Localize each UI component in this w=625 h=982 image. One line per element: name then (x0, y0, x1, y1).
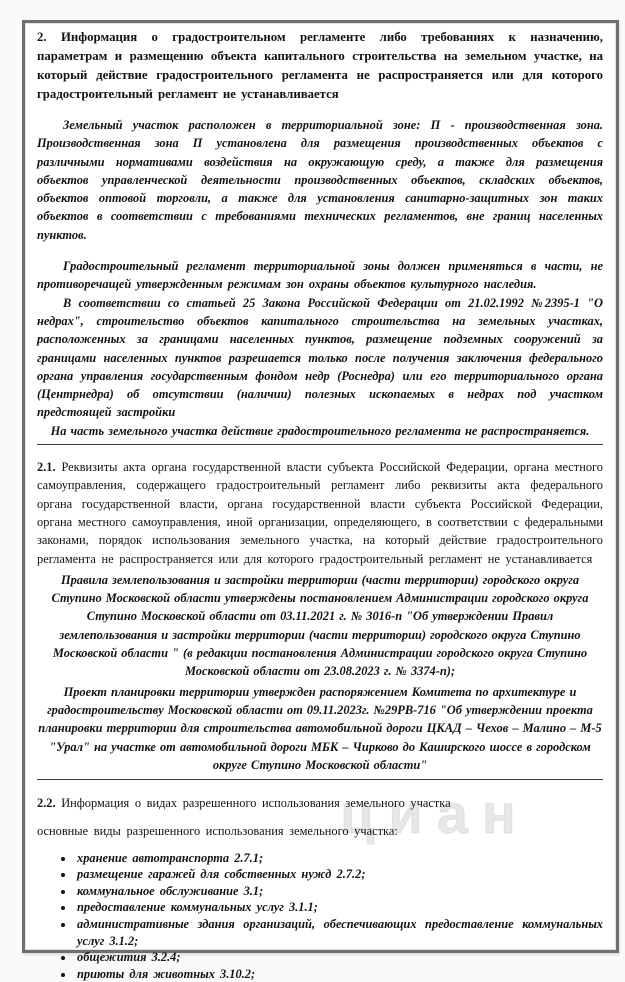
permitted-use-item: • административные здания организаций, обеспечивающих предоставление коммунальных услуг 3.1.2; (75, 916, 603, 949)
cian-watermark: циан (340, 782, 530, 845)
cultural-heritage-paragraph: Градостроительный регламент территориальной зоны должен применяться в части, не противоречащей утвержденным режимам зон охраны объектов культурного наследия. (37, 259, 603, 292)
section-2-heading: 2. Информация о градостроительном регламенте либо требованиях к назначению, параметрам и размещению объекта капитального строительства на земельном участке, на который действие градостроительного регламента не распространяется или для которого градостроительный регламент не устанавливается (37, 30, 603, 101)
section-2-2-number: 2.2. (37, 796, 56, 811)
land-use-rules-act: Правила землепользования и застройки территории (части территории) городского округа Ступино Московской области утверждены постановлением Администрации городского округа Ступино Московской области от 03.11.2021 г. № 3016-п "Об утверждении Правил землепользования и застройки территории (части территории) городского округа Ступино Московской области " (в редакции постановления Администрации городского округа Ступино Московской области от 23.08.2023 г. № 3374-п); (51, 572, 589, 679)
section-2-1-number: 2.1. (37, 460, 56, 475)
permitted-use-item: • приюты для животных 3.10.2; (75, 966, 603, 982)
section-2-1-text: Реквизиты акта органа государственной власти субъекта Российской Федерации, органа местного самоуправления, содержащего градостроительный регламент либо реквизиты акта федерального органа государственной власти, органа государственной власти субъекта Российской Федерации, органа местного самоуправления, иной организации, определяющего, в соответствии с федеральными законами, порядок использования земельного участка, на который действие градостроительного регламента не распространяется или для которого градостроительный регламент не устанавливается (37, 460, 603, 566)
permitted-use-item: • предоставление коммунальных услуг 3.1.1; (75, 899, 603, 916)
permitted-use-subtitle: основные виды разрешенного использования земельного участка: (37, 824, 398, 839)
regulation-not-applied-note: На часть земельного участка действие градостроительного регламента не распространяется. (50, 423, 590, 438)
section-2-2-title-text: Информация о видах разрешенного использования земельного участка (61, 796, 451, 811)
page-content (37, 28, 603, 982)
territorial-zone-paragraph: Земельный участок расположен в территориальной зоне: П - производственная зона. Производственная зона П установлена для размещения производственных объектов с различными нормативами воздействия на окружающую среду, а также для размещения объектов управленческой деятельности производственных объектов, складских объектов, объектов оптовой торговли, а также для установления санитарно-защитных зон таких объектов в соответствии с требованиями технических регламентов, вне границ населенных пунктов. (37, 118, 603, 242)
section-divider-1 (37, 444, 603, 445)
section-2-2-title (37, 794, 603, 812)
permitted-use-item: • хранение автотранспорта 2.7.1; (75, 850, 603, 867)
permitted-use-item: • коммунальное обслуживание 3.1; (75, 883, 603, 900)
document-page (22, 20, 619, 981)
permitted-use-list (59, 850, 603, 982)
permitted-use-item: • общежития 3.2.4; (75, 949, 603, 966)
section-2-1-paragraph (37, 458, 603, 568)
permitted-use-item: • размещение гаражей для собственных нужд 2.7.2; (75, 866, 603, 883)
planning-project-act: Проект планировки территории утвержден распоряжением Комитета по архитектуре и градостроительству Московской области от 09.11.2023г. №29РВ-716 "Об утверждении проекта планировки территории для строительства автомобильной дороги ЦКАД – Чехов – Малино – М-5 "Урал" на участке от автомобильной дороги МБК – Чирково до Каширского шоссе в городском округе Ступино Московской области" (38, 684, 602, 772)
acts-block (37, 571, 603, 774)
section-divider-2 (37, 779, 603, 780)
subsoil-law-paragraph: В соответствии со статьей 25 Закона Российской Федерации от 21.02.1992 №2395-1 "О недрах", строительство объектов капитального строительства на земельных участках, расположенных за границами населенных пунктов, размещение подземных сооружений за границами населенных пунктов разрешается только после получения заключения федерального органа управления государственным фондом недр (Роснедра) или его территориального органа (Центрнедра) об отсутствии (наличии) полезных ископаемых в недрах под участком предстоящей застройки (37, 295, 603, 420)
